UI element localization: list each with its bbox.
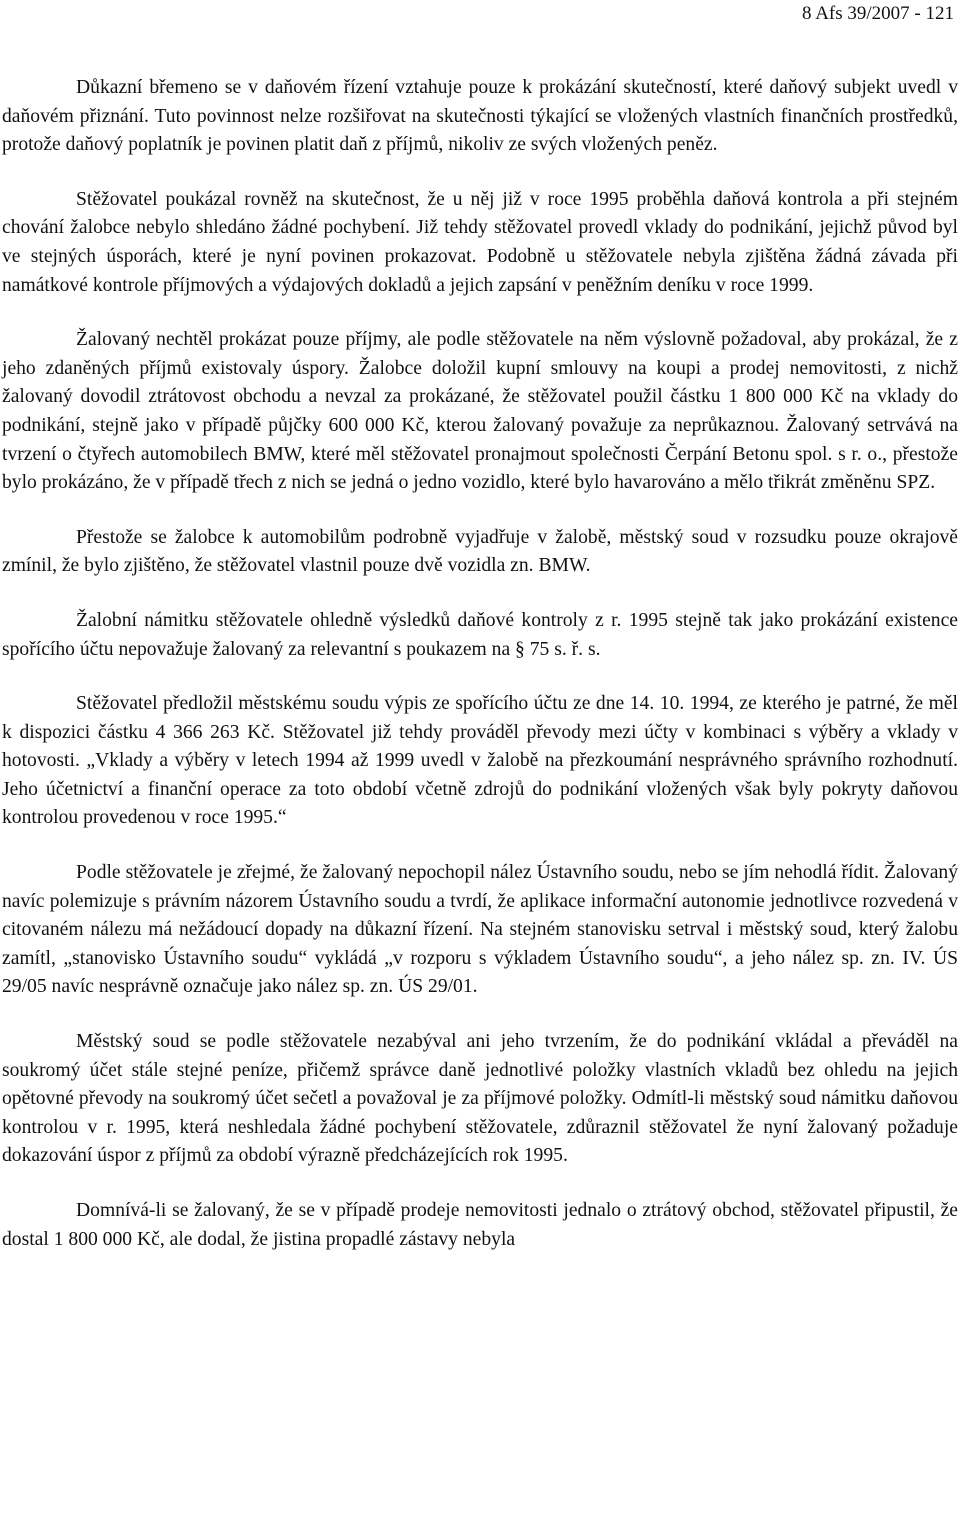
- document-body: [2, 74, 958, 1280]
- paragraph-savings-proof: Žalovaný nechtěl prokázat pouze příjmy, ale podle stěžovatele na něm výslovně požadoval, aby prokázal, že z jeho zdaněných příjmů existovaly úspory. Žalobce doložil kupní smlouvy na koupi a prodej nemovitosti, z nichž žalovaný dovodil ztrátovost obchodu a nevzal za prokázané, že stěžovatel použil částku 1 800 000 Kč na vklady do podnikání, stejně jako v případě půjčky 600 000 Kč, kterou žalovaný považuje za neprůkaznou. Žalovaný setrvává na tvrzení o čtyřech automobilech BMW, které měl stěžovatel pronajmout společnosti Čerpání Betonu spol. s r. o., přestože bylo prokázáno, že v případě třech z nich se jedná o jedno vozidlo, které bylo havarováno a mělo třikrát změněnu SPZ.: [2, 329, 958, 494]
- paragraph-automobiles: Přestože se žalobce k automobilům podrobně vyjadřuje v žalobě, městský soud v rozsudku pouze okrajově zmínil, že bylo zjištěno, že stěžovatel vlastnil pouze dvě vozidla zn. BMW.: [2, 526, 958, 577]
- paragraph-constitutional-court: Podle stěžovatele je zřejmé, že žalovaný nepochopil nález Ústavního soudu, nebo se jím nehodlá řídit. Žalovaný navíc polemizuje s právním názorem Ústavního soudu a tvrdí, že aplikace informační autonomie jednotlivce rozvedená v citovaném nálezu má nežádoucí dopady na důkazní řízení. Na stejném stanovisku setrval i městský soud, který žalobu zamítl, „stanovisko Ústavního soudu“ vykládá „v rozporu s výkladem Ústavního soudu“, a jeho nález sp. zn. IV. ÚS 29/05 navíc nesprávně označuje jako nález sp. zn. ÚS 29/01.: [2, 862, 958, 998]
- paragraph-municipal-court: Městský soud se podle stěžovatele nezabýval ani jeho tvrzením, že do podnikání vkládal a převáděl na soukromý účet stále stejné peníze, přičemž správce daně jednotlivé položky vlastních vkladů bez ohledu na jejich opětovné převody na soukromý účet sečetl a považoval je za příjmové položky. Odmítl-li městský soud námitku daňovou kontrolou v r. 1995, která neshledala žádné pochybení stěžovatele, zdůraznil stěžovatel že nyní žalovaný požaduje dokazování úspor z příjmů za období výrazně předcházejících rok 1995.: [2, 1031, 958, 1167]
- page-header-case-number: 8 Afs 39/2007 - 121: [802, 3, 954, 24]
- paragraph-audit-objection: Žalobní námitku stěžovatele ohledně výsledků daňové kontroly z r. 1995 stejně tak jako prokázání existence spořícího účtu nepovažuje žalovaný za relevantní s poukazem na § 75 s. ř. s.: [2, 609, 958, 660]
- paragraph-savings-account: Stěžovatel předložil městskému soudu výpis ze spořícího účtu ze dne 14. 10. 1994, ze kterého je patrné, že měl k dispozici částku 4 366 263 Kč. Stěžovatel již tehdy prováděl převody mezi účty v kombinaci s výběry a vklady v hotovosti. „Vklady a výběry v letech 1994 až 1999 uvedl v žalobě na přezkoumání nesprávného správního rozhodnutí. Jeho účetnictví a finanční operace za toto období včetně zdrojů do podnikání vložených však byly pokryty daňovou kontrolou provedenou v roce 1995.“: [2, 693, 958, 829]
- paragraph-loss-transaction: Domnívá-li se žalovaný, že se v případě prodeje nemovitosti jednalo o ztrátový obchod, stěžovatel připustil, že dostal 1 800 000 Kč, ale dodal, že jistina propadlé zástavy nebyla: [2, 1200, 958, 1250]
- paragraph-tax-audit-1995: Stěžovatel poukázal rovněž na skutečnost, že u něj již v roce 1995 proběhla daňová kontrola a při stejném chování žalobce nebylo shledáno žádné pochybení. Již tehdy stěžovatel provedl vklady do podnikání, jejichž původ byl ve stejných úsporách, které je nyní povinen prokazovat. Podobně u stěžovatele nebyla zjištěna žádná závada při namátkové kontrole příjmových a výdajových dokladů a jejich zapsání v peněžním deníku v roce 1999.: [2, 188, 958, 296]
- paragraph-burden-of-proof: Důkazní břemeno se v daňovém řízení vztahuje pouze k prokázání skutečností, které daňový subjekt uvedl v daňovém přiznání. Tuto povinnost nelze rozšiřovat na skutečnosti týkající se vložených vlastních finančních prostředků, protože daňový poplatník je povinen platit daň z příjmů, nikoliv ze svých vložených peněz.: [2, 77, 958, 156]
